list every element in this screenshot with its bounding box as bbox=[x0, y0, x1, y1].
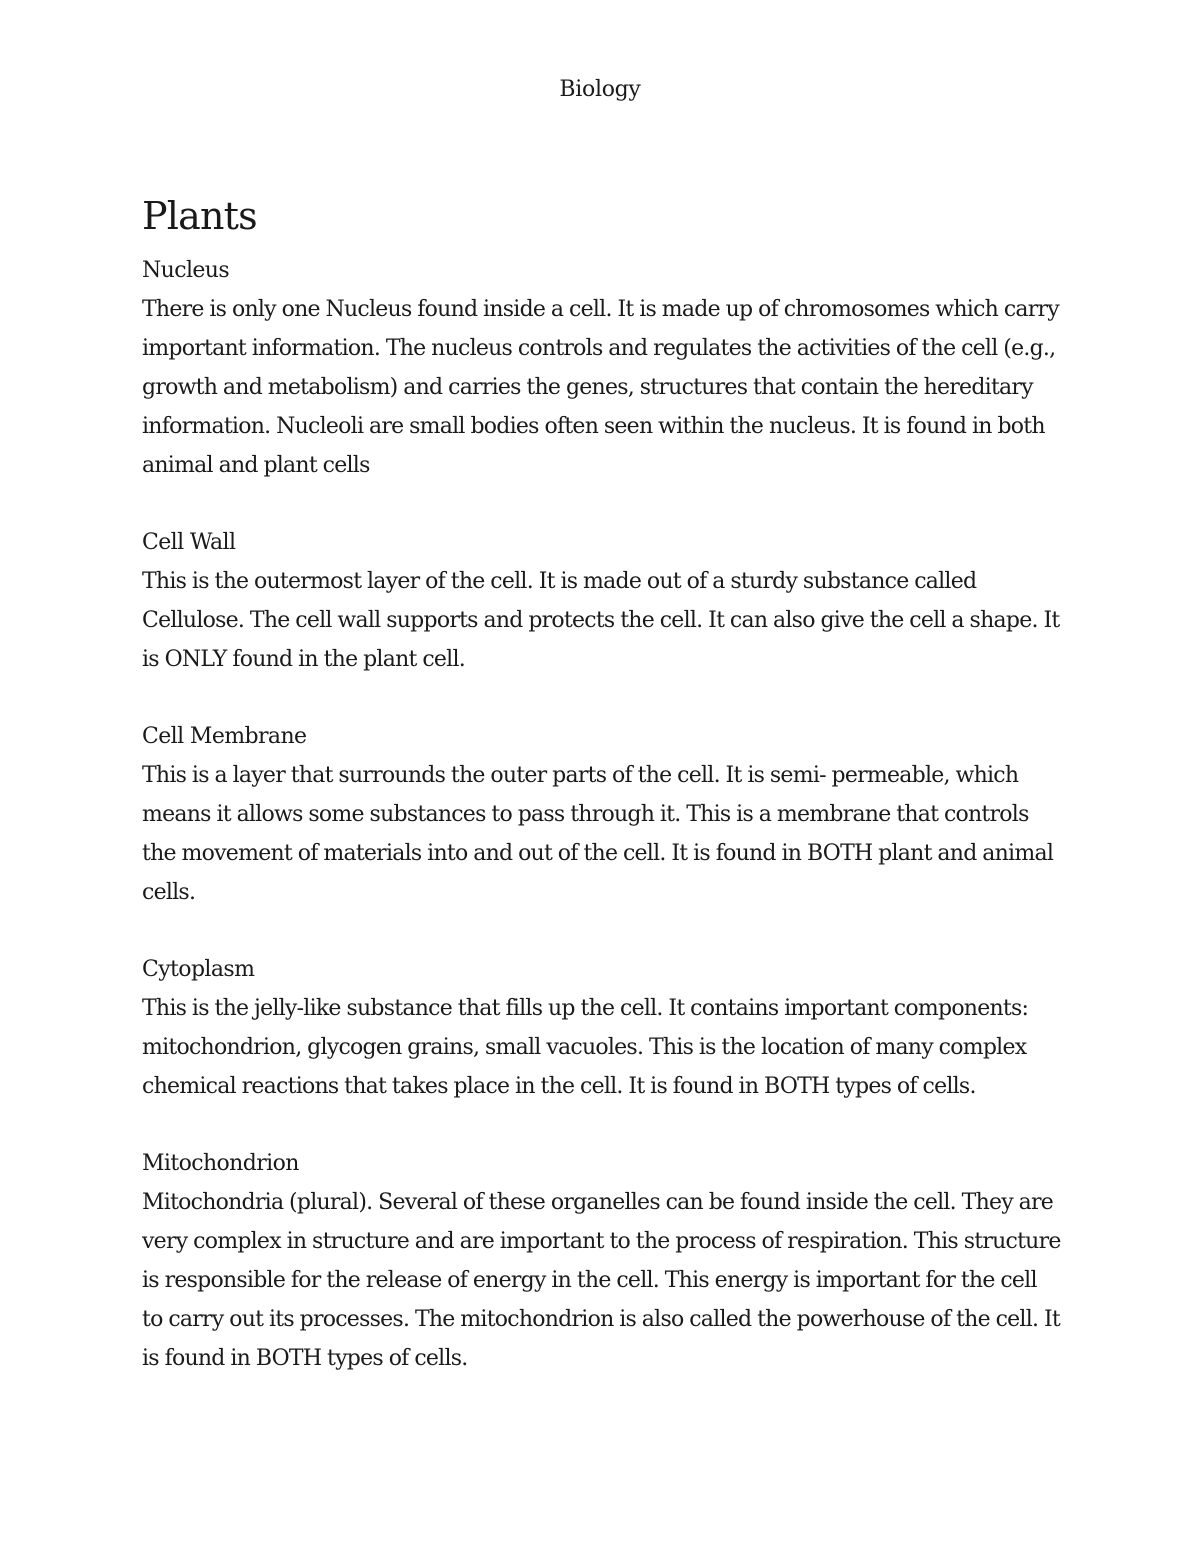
section-cell-membrane bbox=[142, 717, 1062, 912]
section-cell-wall bbox=[142, 523, 1062, 679]
section-title: Cell Membrane bbox=[142, 724, 307, 749]
section-title: Cell Wall bbox=[142, 530, 236, 555]
page-heading: Plants bbox=[142, 194, 257, 238]
section-text: This is the jelly-like substance that fills up the cell. It contains important components: mitochondrion, glycogen grains, small vacuoles. This is the location of many complex chemical reactions that takes place in the cell. It is found in BOTH types of cells. bbox=[142, 996, 1029, 1099]
section-text: There is only one Nucleus found inside a cell. It is made up of chromosomes which carry important information. The nucleus controls and regulates the activities of the cell (e.g., growth and metabolism) and carries the genes, structures that contain the hereditary information. Nucleoli are small bodies often seen within the nucleus. It is found in both animal and plant cells bbox=[142, 297, 1059, 478]
section-title: Mitochondrion bbox=[142, 1151, 299, 1176]
section-text: Mitochondria (plural). Several of these organelles can be found inside the cell. They are very complex in structure and are important to the process of respiration. This structure is responsible for the release of energy in the cell. This energy is important for the cell to carry out its processes. The mitochondrion is also called the powerhouse of the cell. It is found in BOTH types of cells. bbox=[142, 1190, 1061, 1371]
section-text: This is the outermost layer of the cell. It is made out of a sturdy substance called Cellulose. The cell wall supports and protects the cell. It can also give the cell a shape. It is ONLY found in the plant cell. bbox=[142, 569, 1060, 672]
section-title: Cytoplasm bbox=[142, 957, 255, 982]
document-body bbox=[142, 191, 1062, 1416]
section-text: This is a layer that surrounds the outer parts of the cell. It is semi- permeable, which means it allows some substances to pass through it. This is a membrane that controls the movement of materials into and out of the cell. It is found in BOTH plant and animal cells. bbox=[142, 763, 1054, 905]
section-nucleus bbox=[142, 251, 1062, 485]
section-mitochondrion bbox=[142, 1144, 1062, 1378]
section-cytoplasm bbox=[142, 950, 1062, 1106]
section-title: Nucleus bbox=[142, 258, 230, 283]
page-header: Biology bbox=[559, 77, 641, 102]
